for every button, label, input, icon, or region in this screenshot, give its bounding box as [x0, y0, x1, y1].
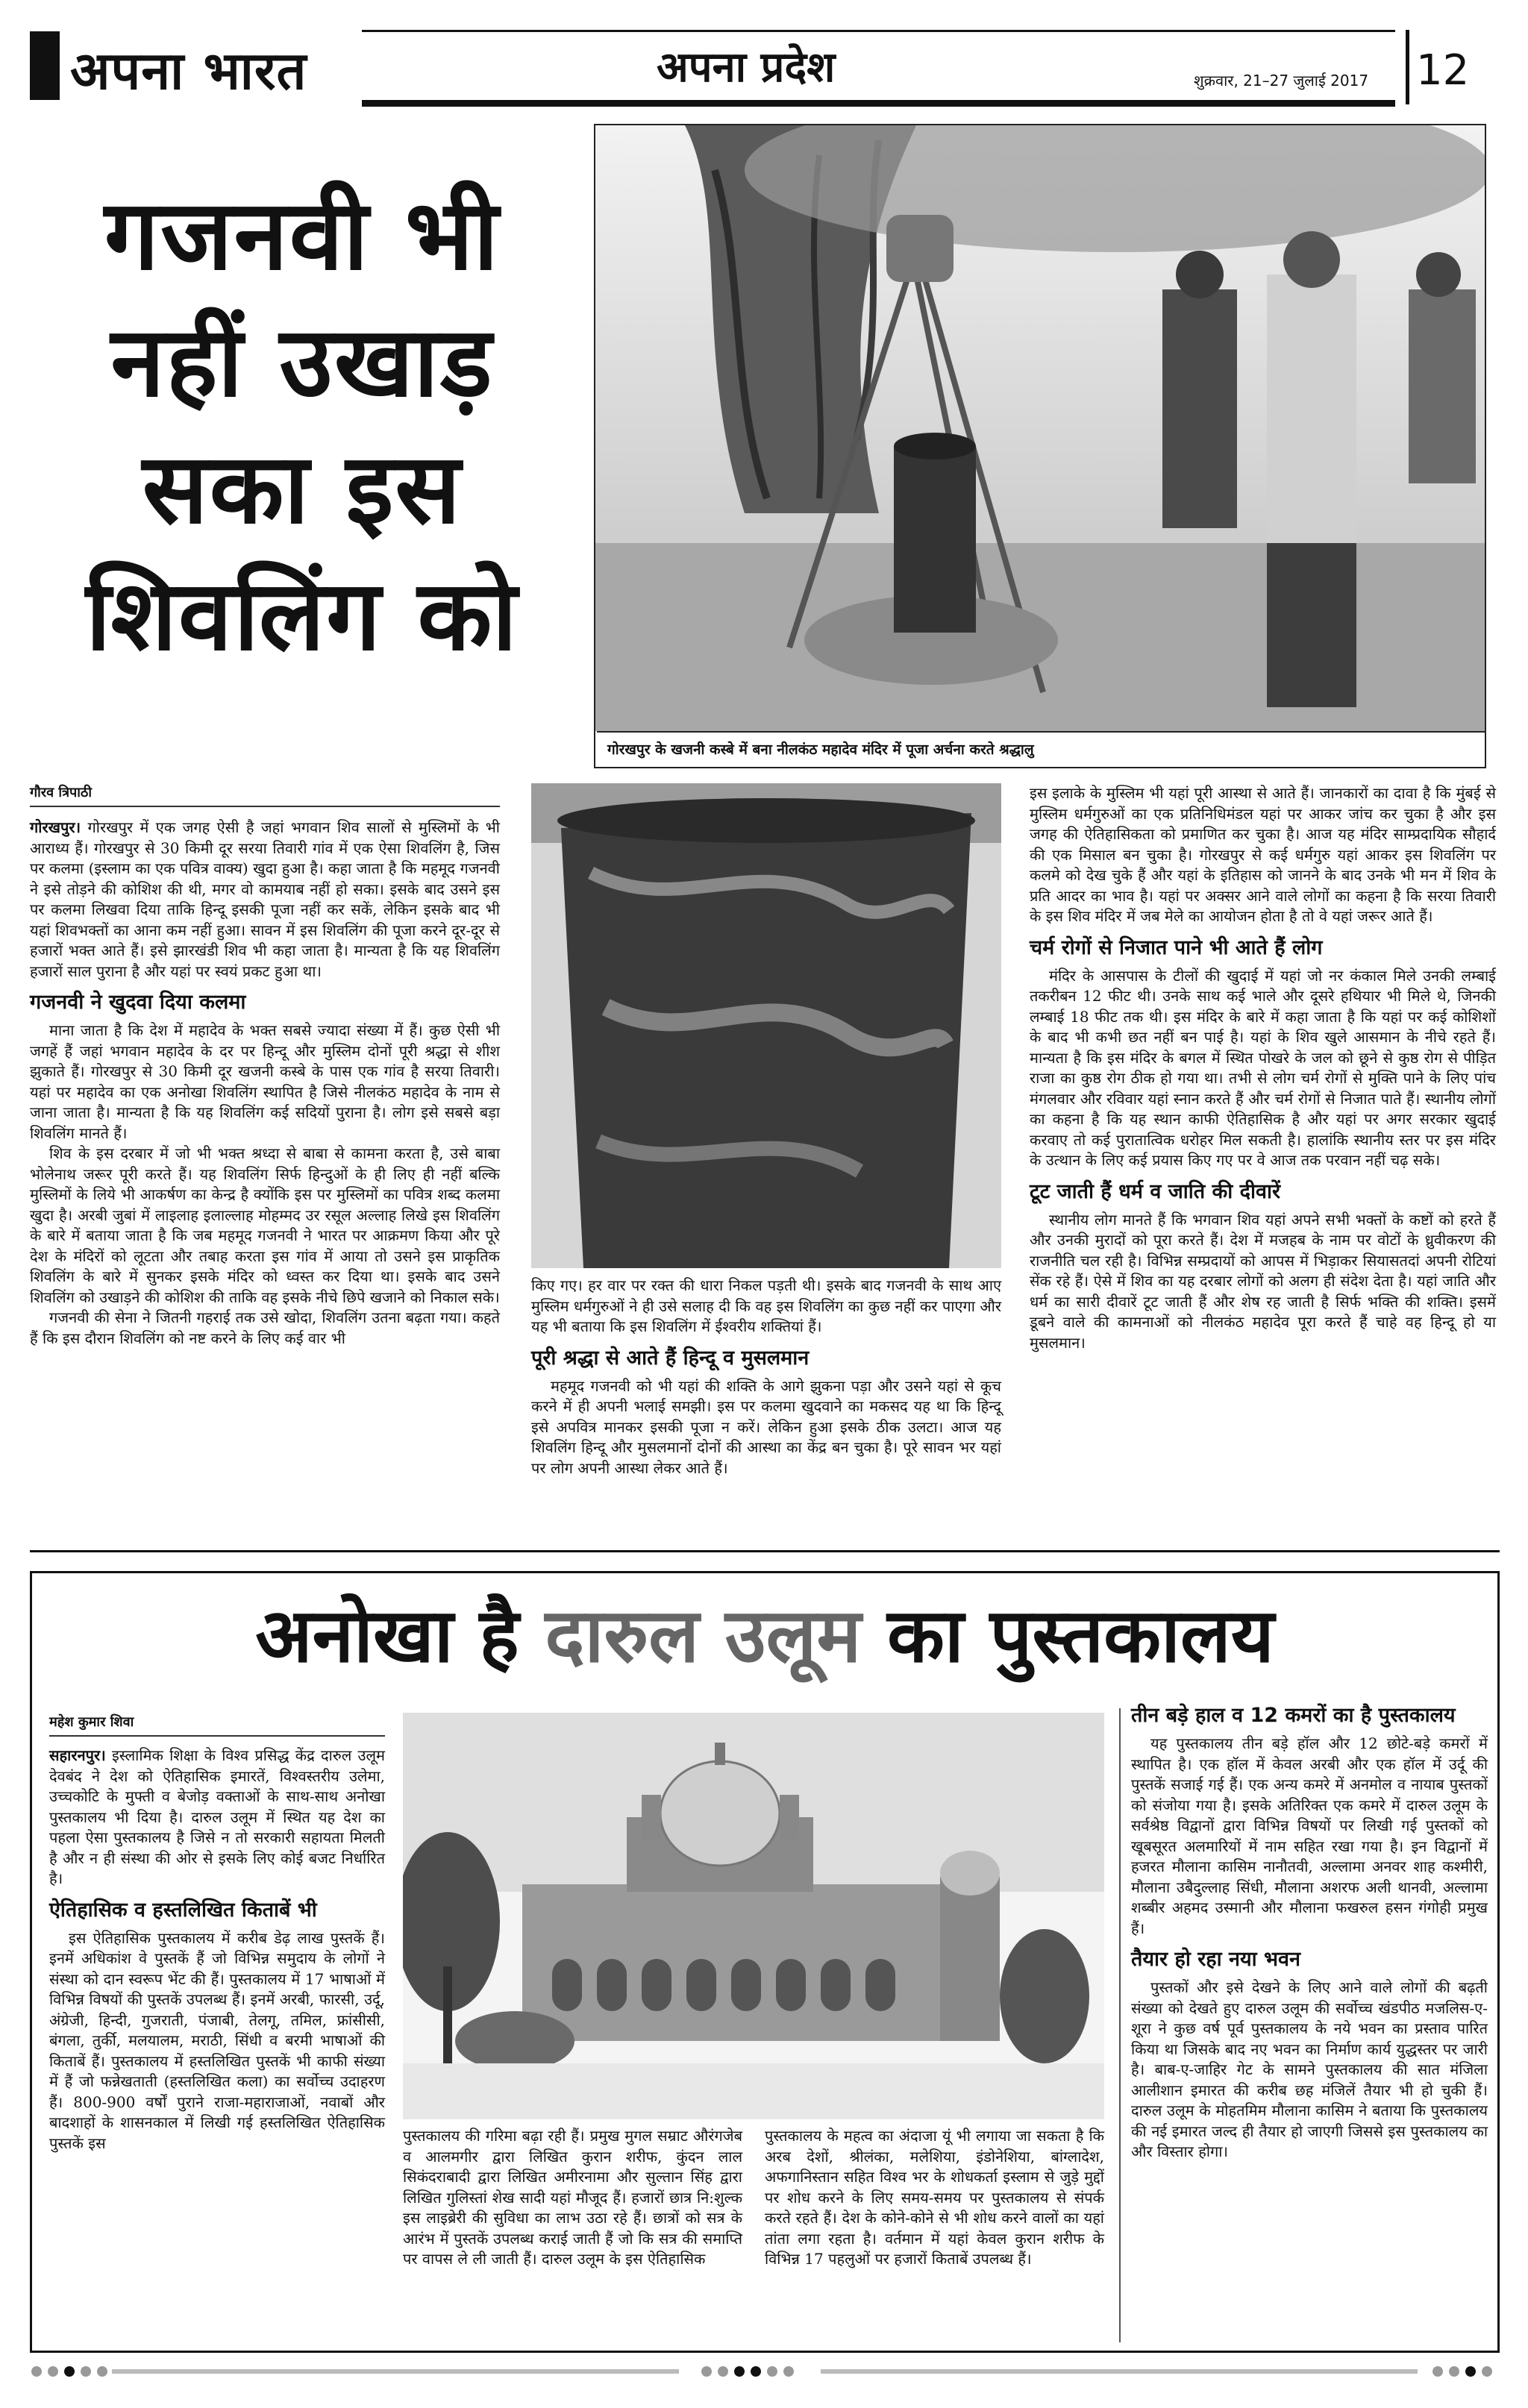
headline-highlight: दारुल उलूम: [545, 1592, 862, 1679]
footer-dots-center: [701, 2366, 794, 2377]
footer-dot: [1482, 2366, 1492, 2377]
masthead-bottom-rule: [362, 100, 1395, 107]
section-title: अपना प्रदेश: [657, 43, 836, 92]
footer-rule: [821, 2369, 1418, 2374]
subheading: टूट जाती हैं धर्म व जाति की दीवारें: [1030, 1179, 1281, 1203]
paragraph: पुस्तकों और इसे देखने के लिए आने वाले लोगों की बढ़ती संख्या को देखते हुए दारुल उलूम की सर्वोच्च खंडपीठ मजलिस-ए-शूरा ने कुछ वर्ष पूर्व पुस्तकालय के नये भवन का प्रस्ताव पारित किया था जिसके बाद नए भवन का निर्माण कार्य युद्धस्तर पर जारी है। बाब-ए-जाहिर गेट के सामने पुस्तकालय की सात मंजिला आलीशान इमारत की करीब छह मंजिलें तैयार भी हो चुकी हैं। दारुल उलूम के मोहतमिम मौलाना कासिम ने बताया कि पुस्तकालय की नई इमारत जल्द ही तैयार हो जाएगी जिससे इस पुस्तकालय का और विस्तार होगा।: [1131, 1978, 1488, 2160]
story2-column-4: [1131, 1702, 1488, 2344]
masthead-top-rule: [362, 30, 1395, 32]
page-number-divider: [1406, 30, 1409, 104]
paragraph: इस्लामिक शिक्षा के विश्व प्रसिद्ध केंद्र दारुल उलूम देवबंद ने देश को ऐतिहासिक इमारतें, विश्वस्तरीय उलेमा, उच्चकोटि के मुफ्ती व बेजोड़ वक्ताओं के साथ-साथ अनोखा पुस्तकालय भी दिया है। दारुल उलूम में स्थित यह देश का पहला ऐसा पुस्तकालय है जिसे न तो सरकारी सहायता मिलती है और न ही संस्था की ओर से इसके लिए कोई बजट निर्धारित है।: [49, 1746, 385, 1887]
story1-column-1: [30, 818, 500, 1541]
story2-headline: [30, 1580, 1500, 1692]
paragraph: इस ऐतिहासिक पुस्तकालय में करीब डेढ़ लाख पुस्तकें हैं। इनमें अधिकांश वे पुस्तकें हैं जो विभिन्न समुदाय के लोगों ने संस्था को दान स्वरूप भेंट की हैं। पुस्तकालय में 17 भाषाओं में विभिन्न विषयों की पुस्तकें उपलब्ध हैं। इनमें अरबी, फारसी, उर्दू, अंग्रेजी, हिन्दी, गुजराती, पंजाबी, तेलगू, तमिल, फ्रांसीसी, बंगला, तुर्की, मलयालम, मराठी, सिंधी व बरमी भाषाओं की किताबें हैं। पुस्तकालय में हस्तलिखित पुस्तकें भी काफी संख्या में हैं जो फन्नेखताती (हस्तलिखित कला) का सर्वोच्च उदाहरण हैं। 800-900 वर्षों पुराने राजा-महाराजाओं, नवाबों और बादशाहों के शासनकाल में लिखी गई हस्तलिखित ऐतिहासिक पुस्तकें इस: [49, 1928, 385, 2152]
footer-dot: [97, 2366, 107, 2377]
footer-dots-left: [31, 2366, 107, 2377]
paragraph: यह पुस्तकालय तीन बड़े हॉल और 12 छोटे-बड़े कमरों में स्थापित है। एक हॉल में केवल अरबी और एक हॉल में उर्दू की पुस्तकें सजाई गई हैं। एक अन्य कमरे में अनमोल व नायाब पुस्तकों को संजोया गया है। इसके अतिरिक्त एक कमरे में दारुल उलूम के सर्वश्रेष्ठ विद्वानों द्वारा विभिन्न विषयों पर लिखी गई पुस्तकों को खूबसूरत अलमारियों में नाम सहित रखा गया है। इन विद्वानों में हजरत मौलाना कासिम नानौतवी, अल्लामा अनवर शाह कश्मीरी, मौलाना उबैदुल्लाह सिंधी, मौलाना अशरफ अली थानवी, अल्लामा शब्बीर अहमद उस्मानी और मौलाना फखरुल हसन गंगोही प्रमुख हैं।: [1131, 1734, 1488, 1937]
headline-line: नहीं उखाड़: [110, 305, 494, 418]
temple-worship-photo: [595, 125, 1485, 731]
subheading: तैयार हो रहा नया भवन: [1131, 1948, 1301, 1971]
footer-dot: [31, 2366, 42, 2377]
footer-dot: [1449, 2366, 1459, 2377]
paragraph: गोरखपुर में एक जगह ऐसी है जहां भगवान शिव सालों से मुस्लिमों के भी आराध्य हैं। गोरखपुर से 30 किमी दूर सरया तिवारी गांव में एक ऐसा शिवलिंग है, जिस पर कलमा (इस्लाम का एक पवित्र वाक्य) खुदा हुआ है। कहा जाता है कि महमूद गजनवी ने इसे तोड़ने की कोशिश की थी, मगर वो कामयाब नहीं हो सका। इसके बाद उसने इस पर कलमा लिखवा दिया ताकि हिन्दू इसकी पूजा नहीं कर सकें, लेकिन इसके बाद भी यहां शिवभक्तों का आना कम नहीं हुआ। सावन में इस शिवलिंग की पूजा करने दूर-दूर से हजारों भक्त आते हैं। इसे झारखंडी शिव भी कहा जाता है। मान्यता है कि यह शिवलिंग हजारों साल पुराना है और यहां पर स्वयं प्रकट हुआ था।: [30, 818, 500, 980]
footer-dot: [767, 2366, 777, 2377]
paragraph: इस इलाके के मुस्लिम भी यहां पूरी आस्था से आते हैं। जानकारों का दावा है कि मुंबई से मुस्लिम धर्मगुरुओं का एक प्रतिनिधिमंडल यहां पर आकर जांच कर चुका है और इस जगह की ऐतिहासिकता को प्रमाणित कर चुका है। आज यह मंदिर साम्प्रदायिक सौहार्द की एक मिसाल बन चुका है। गोरखपुर से कई धर्मगुरु यहां आकर इस शिवलिंग पर कलमे को देख चुके हैं और यहां के इतिहास को जानने के बाद उनके भी मन में शिव के प्रति आदर का भाव है। यहां पर अक्सर आने वाले लोगों का कहना है कि सरया तिवारी के इस शिव मंदिर में जब मेले का आयोजन होता है तो वे यहां जरूर आते हैं।: [1030, 784, 1496, 925]
story2-column-3: [765, 2126, 1104, 2350]
footer-dot: [701, 2366, 712, 2377]
byline-rule: [30, 806, 500, 807]
story1-headline: [30, 172, 574, 679]
paragraph: माना जाता है कि देश में महादेव के भक्त सबसे ज्यादा संख्या में हैं। कुछ ऐसी भी जगहें हैं जहां भगवान महादेव के दर पर हिन्दू और मुस्लिम दोनों पूरी श्रद्धा से शीश झुकाते हैं। गोरखपुर से 30 किमी दूर खजनी कस्बे के पास एक गांव है सरया तिवारी। यहां पर महादेव का एक अनोखा शिवलिंग स्थापित है जिसे नीलकंठ महादेव के नाम से जाना जाता है। मान्यता है कि यह शिवलिंग कई सदियों पुराना है। लोग इसे सबसे बड़ा शिवलिंग मानते हैं।: [30, 1021, 500, 1142]
subheading: तीन बड़े हाल व 12 कमरों का है पुस्तकालय: [1131, 1704, 1456, 1727]
footer-dot: [1432, 2366, 1443, 2377]
footer-dot: [783, 2366, 794, 2377]
darul-uloom-building-photo: [403, 1713, 1104, 2119]
photo-caption: गोरखपुर के खजनी कस्बे में बना नीलकंठ महादेव मंदिर में पूजा अर्चना करते श्रद्धालु: [597, 731, 1485, 765]
footer-dot: [751, 2366, 761, 2377]
issue-date: शुक्रवार, 21–27 जुलाई 2017: [1194, 72, 1369, 90]
footer-dot: [718, 2366, 728, 2377]
subheading: चर्म रोगों से निजात पाने भी आते हैं लोग: [1030, 935, 1323, 959]
logo-bar: [30, 31, 60, 100]
paragraph: मंदिर के आसपास के टीलों की खुदाई में यहां जो नर कंकाल मिले उनकी लम्बाई तकरीबन 12 फीट थी। उनके साथ कई भाले और दूसरे हथियार भी मिले थे, जिनकी लम्बाई 18 फीट तक थी। इस मंदिर के बारे में कहा जाता है कि यहां पर कई कोशिशों के बाद भी कभी छत नहीं बन पाई है। यहां के शिव खुले आसमान के नीचे रहते हैं। मान्यता है कि इस मंदिर के बगल में स्थित पोखरे के जल को छूने से कुष्ठ रोग से पीड़ित राजा का कुष्ठ रोग ठीक हो गया था। तभी से लोग चर्म रोगों से मुक्ति पाने के लिए पांच मंगलवार और रविवार यहां स्नान करते हैं और चर्म रोगों से निजात पाते हैं। स्थानीय लोगों का कहना है कि यह स्थान काफी ऐतिहासिक है और यहां पर अगर सरकार खुदाई करवाए तो कई पुरातात्विक धरोहर मिल सकती है। हालांकि स्थानीय स्तर पर इस मंदिर के उत्थान के लिए कई प्रयास किए गए पर वे आज तक परवान नहीं चढ़ सके।: [1030, 966, 1496, 1169]
story1-column-3: [1030, 783, 1496, 1544]
headline-part: अनोखा है: [255, 1592, 545, 1679]
masthead-logo-block: [30, 28, 358, 103]
subheading: पूरी श्रद्धा से आते हैं हिन्दू व मुसलमान: [531, 1346, 810, 1370]
paragraph: शिव के इस दरबार में जो भी भक्त श्रध्दा से बाबा से कामना करता है, उसे बाबा भोलेनाथ जरूर पूरी करते हैं। यह शिवलिंग सिर्फ हिन्दुओं के ही लिए ही नहीं बल्कि मुस्लिमों के लिये भी आकर्षण का केन्द्र है क्योंकि इस पर मुस्लिमों का पवित्र शब्द कलमा खुदा है। अरबी जुबां में लाइलाह इलाल्लाह मोहम्मद उर रसूल अल्लाह लिखे इस शिवलिंग के बारे में बताया जाता है कि जब महमूद गजनवी ने भारत पर आक्रमण किया और पूरे देश के मंदिरों को लूटता और तबाह करता इस गांव में आया तो उसने इस प्राकृतिक शिवलिंग के बारे में सुनकर इसके मंदिर को ध्वस्त कर दिया था। इसके बाद उसने शिवलिंग को उखाड़ने की कोशिश की ताकि वह इसके नीचे छिपे खजाने को निकाल सके।: [30, 1144, 500, 1306]
shivling-closeup-photo: [531, 783, 1001, 1268]
dateline: सहारनपुर।: [49, 1746, 106, 1764]
headline-line: गजनवी भी: [104, 178, 501, 292]
footer-dots-right: [1432, 2366, 1492, 2377]
footer-dot: [1465, 2366, 1476, 2377]
headline-line: सका इस: [142, 432, 463, 545]
paragraph: महमूद गजनवी को भी यहां की शक्ति के आगे झुकना पड़ा और उसने यहां से कूच करने में ही अपनी भलाई समझी। इस पर कलमा खुदवाने का मकसद यह था कि हिन्दू इसे अपवित्र मानकर इसकी पूजा न करें। लेकिन हुआ इसके ठीक उलटा। आज यह शिवलिंग हिन्दू और मुसलमानों दोनों की आस्था का केंद्र बन चुका है। पूरे सावन भर यहां पर लोग अपनी आस्था लेकर आते हैं।: [531, 1376, 1001, 1477]
column-rule: [1119, 1708, 1121, 2342]
section-divider: [30, 1550, 1500, 1552]
dateline: गोरखपुर।: [30, 818, 81, 836]
subheading: गजनवी ने खुदवा दिया कलमा: [30, 991, 246, 1014]
footer-dot: [81, 2366, 91, 2377]
story2-column-2: [403, 2126, 742, 2350]
paragraph: स्थानीय लोग मानते हैं कि भगवान शिव यहां अपने सभी भक्तों के कष्टों को हरते हैं और उनकी मुरादों को पूरा करते हैं। देश में मजहब के नाम पर वोटों के ध्रुवीकरण की राजनीति चल रही है। विभिन्न सम्प्रदायों को आपस में भिड़ाकर सियासतदां अपनी रोटियां सेंक रहे हैं। ऐसे में शिव का यह दरबार लोगों को अलग ही संदेश देता है। यहां जाति और धर्म का सारी दीवारें टूट जाती हैं और शेष रह जाती है सिर्फ भक्ति की शक्ति। इसमें डूबने वाले की कामनाओं को नीलकंठ महादेव पूरा करते हैं चाहे वह हिन्दू हो या मुसलमान।: [1030, 1210, 1496, 1352]
masthead-logo: अपना भारत: [70, 40, 307, 101]
headline-part: का पुस्तकालय: [861, 1592, 1274, 1679]
footer-dot: [734, 2366, 745, 2377]
paragraph: गजनवी की सेना ने जितनी गहराई तक उसे खोदा, शिवलिंग उतना बढ़ता गया। कहते हैं कि इस दौरान शिवलिंग को नष्ट करने के लिए कई वार भी: [30, 1308, 500, 1347]
footer-dot: [64, 2366, 75, 2377]
page-number: 12: [1416, 46, 1470, 95]
byline-rule: [49, 1735, 385, 1737]
paragraph: पुस्तकालय के महत्व का अंदाजा यूं भी लगाया जा सकता है कि अरब देशों, श्रीलंका, मलेशिया, इंडोनेशिया, बांग्लादेश, अफगानिस्तान सहित विश्व भर के शोधकर्ता इस्लाम से जुड़े मुद्दों पर शोध करने के लिए समय-समय पर पुस्तकालय से संपर्क करते रहते हैं। देश के कोने-कोने से भी शोध करने वालों का यहां तांता लगा रहता है। वर्तमान में यहां केवल कुरान शरीफ के विभिन्न 17 पहलुओं पर हजारों किताबें उपलब्ध हैं।: [765, 2127, 1104, 2268]
story2-column-1: [49, 1746, 385, 2342]
story1-column-2: [531, 1276, 1001, 1544]
headline-line: शिवलिंग को: [85, 559, 519, 672]
paragraph: पुस्तकालय की गरिमा बढ़ा रही हैं। प्रमुख मुगल सम्राट औरंगजेब व आलमगीर द्वारा लिखित कुरान शरीफ, कुंदन लाल सिकंदराबादी द्वारा लिखित अमीरनामा और सुल्तान सिंह द्वारा लिखित गुलिस्तां शेख सादी यहां मौजूद हैं। हजारों छात्र नि:शुल्क इस लाइब्रेरी की सुविधा का लाभ उठा रहे हैं। छात्रों को सत्र के आरंभ में पुस्तकें उपलब्ध कराई जाती हैं जो कि सत्र की समाप्ति पर वापस ले ली जाती हैं। दारुल उलूम के इस ऐतिहासिक: [403, 2127, 742, 2268]
footer-dot: [48, 2366, 58, 2377]
byline: गौरव त्रिपाठी: [30, 785, 93, 800]
subheading: ऐतिहासिक व हस्तलिखित किताबें भी: [49, 1898, 317, 1922]
paragraph: किए गए। हर वार पर रक्त की धारा निकल पड़ती थी। इसके बाद गजनवी के साथ आए मुस्लिम धर्मगुरुओं ने ही उसे सलाह दी कि वह इस शिवलिंग का कुछ नहीं कर पाएगा और यह भी बताया कि इस शिवलिंग में ईश्वरीय शक्तियां हैं।: [531, 1276, 1001, 1335]
footer-rule: [112, 2369, 679, 2374]
byline: महेश कुमार शिवा: [49, 1714, 134, 1730]
